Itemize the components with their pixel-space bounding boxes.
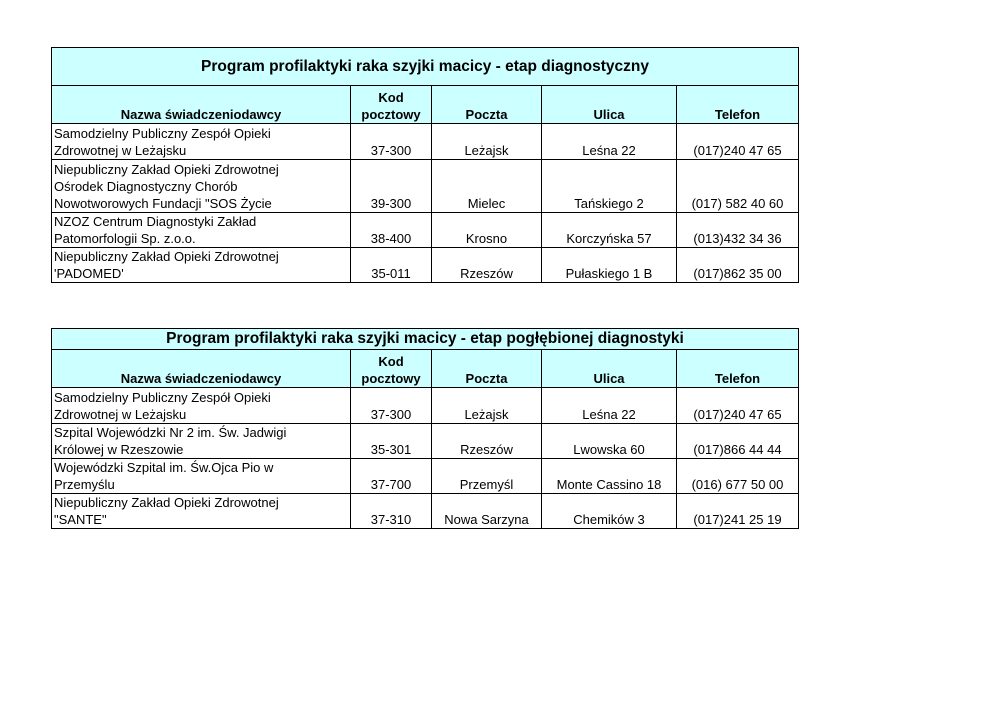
column-header-post: Poczta	[432, 86, 542, 124]
table-row	[52, 388, 799, 424]
provider-name: Niepubliczny Zakład Opieki Zdrowotnej 'PADOMED'	[52, 248, 351, 283]
street: Monte Cassino 18	[542, 459, 677, 494]
post-office: Leżajsk	[432, 124, 542, 160]
street: Leśna 22	[542, 388, 677, 424]
phone: (017)240 47 65	[677, 124, 799, 160]
post-office: Mielec	[432, 160, 542, 213]
post-office: Przemyśl	[432, 459, 542, 494]
phone: (016) 677 50 00	[677, 459, 799, 494]
provider-name: Niepubliczny Zakład Opieki Zdrowotnej "SANTE"	[52, 494, 351, 529]
column-header-street: Ulica	[542, 350, 677, 388]
street: Leśna 22	[542, 124, 677, 160]
street: Tańskiego 2	[542, 160, 677, 213]
table-title: Program profilaktyki raka szyjki macicy - etap diagnostyczny	[52, 48, 799, 86]
street: Lwowska 60	[542, 424, 677, 459]
provider-name: Wojewódzki Szpital im. Św.Ojca Pio w Przemyślu	[52, 459, 351, 494]
column-header-phone: Telefon	[677, 86, 799, 124]
table-row	[52, 459, 799, 494]
column-header-name: Nazwa świadczeniodawcy	[52, 86, 351, 124]
table-row	[52, 213, 799, 248]
postal-code: 37-310	[351, 494, 432, 529]
provider-name: Niepubliczny Zakład Opieki Zdrowotnej Ośrodek Diagnostyczny Chorób Nowotworowych Fundacji "SOS Życie	[52, 160, 351, 213]
column-header-name: Nazwa świadczeniodawcy	[52, 350, 351, 388]
phone: (013)432 34 36	[677, 213, 799, 248]
table-diagnostic	[51, 47, 799, 283]
column-header-phone: Telefon	[677, 350, 799, 388]
table-row	[52, 494, 799, 529]
postal-code: 37-300	[351, 388, 432, 424]
provider-name: NZOZ Centrum Diagnostyki Zakład Patomorfologii Sp. z.o.o.	[52, 213, 351, 248]
column-header-street: Ulica	[542, 86, 677, 124]
post-office: Nowa Sarzyna	[432, 494, 542, 529]
column-header-postal-code: Kod pocztowy	[351, 350, 432, 388]
postal-code: 35-301	[351, 424, 432, 459]
phone: (017)866 44 44	[677, 424, 799, 459]
table-title: Program profilaktyki raka szyjki macicy - etap pogłębionej diagnostyki	[52, 329, 799, 350]
column-header-post: Poczta	[432, 350, 542, 388]
table-row	[52, 124, 799, 160]
post-office: Leżajsk	[432, 388, 542, 424]
street: Chemików 3	[542, 494, 677, 529]
provider-name: Szpital Wojewódzki Nr 2 im. Św. Jadwigi Królowej w Rzeszowie	[52, 424, 351, 459]
table-row	[52, 248, 799, 283]
street: Pułaskiego 1 B	[542, 248, 677, 283]
table-extended-diagnostics	[51, 328, 799, 529]
postal-code: 38-400	[351, 213, 432, 248]
post-office: Rzeszów	[432, 424, 542, 459]
post-office: Rzeszów	[432, 248, 542, 283]
postal-code: 37-300	[351, 124, 432, 160]
postal-code: 39-300	[351, 160, 432, 213]
phone: (017)241 25 19	[677, 494, 799, 529]
phone: (017) 582 40 60	[677, 160, 799, 213]
column-header-postal-code: Kod pocztowy	[351, 86, 432, 124]
post-office: Krosno	[432, 213, 542, 248]
table-row	[52, 160, 799, 213]
postal-code: 35-011	[351, 248, 432, 283]
postal-code: 37-700	[351, 459, 432, 494]
provider-name: Samodzielny Publiczny Zespół Opieki Zdrowotnej w Leżajsku	[52, 388, 351, 424]
street: Korczyńska 57	[542, 213, 677, 248]
phone: (017)240 47 65	[677, 388, 799, 424]
phone: (017)862 35 00	[677, 248, 799, 283]
provider-name: Samodzielny Publiczny Zespół Opieki Zdrowotnej w Leżajsku	[52, 124, 351, 160]
table-row	[52, 424, 799, 459]
